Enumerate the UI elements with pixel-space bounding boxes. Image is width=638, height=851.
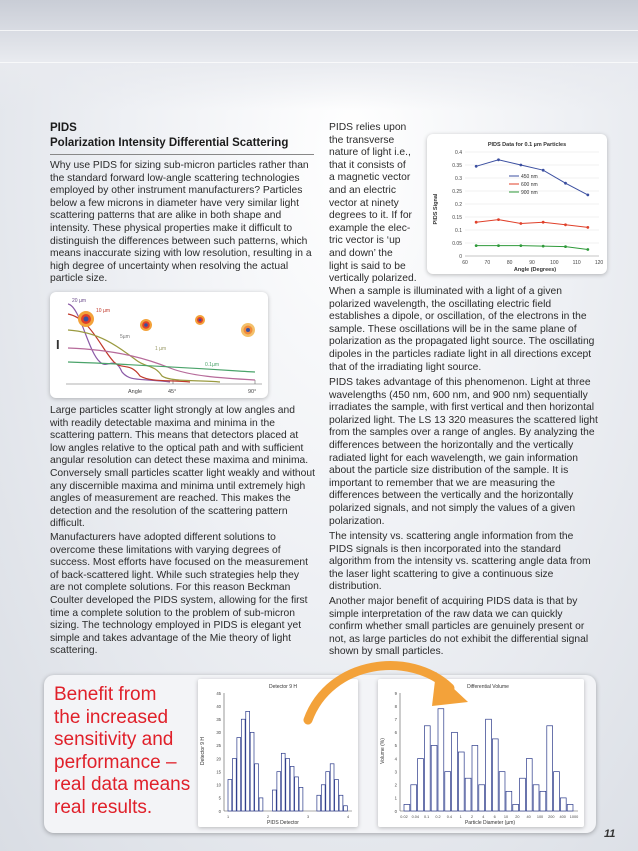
- y-tick-label: 40: [216, 703, 221, 709]
- x-tick-label: 0.2: [435, 815, 441, 819]
- heading-divider: [50, 154, 314, 155]
- histogram-bar: [299, 787, 303, 811]
- y-tick-label: 3: [394, 769, 397, 775]
- histogram-bar: [281, 753, 285, 811]
- tick-label-45: 45°: [168, 389, 177, 395]
- histogram-bar: [317, 795, 321, 811]
- wrap-line: that it consists of: [329, 159, 406, 171]
- x-tick-label: 4: [346, 815, 350, 819]
- histogram-bar: [506, 791, 512, 811]
- left-paragraph-1: Why use PIDS for sizing sub-micron particles rather than the standard forward low-angle scattering technologies employed by other instrument manufacturers? Particles below a few microns in diameter have very similar light scattering patterns that are alike in both shape and intensity. These physical properties make it difficult to distinguish the differences between such patterns, which means inaccurate sizing with low resolution, resulting in a high degree of uncertainty when resolving the actual particle size.: [50, 160, 312, 285]
- y-tick-label: 1: [394, 795, 397, 801]
- section-title: PIDS: [50, 122, 77, 134]
- histogram-bar: [228, 780, 232, 811]
- x-tick-label: 1: [226, 815, 230, 819]
- benefit-line: the increased: [54, 706, 169, 728]
- scattering-pattern-figure: [50, 292, 268, 398]
- y-tick-label: 15: [216, 769, 221, 775]
- wrap-line: degrees to it. If for: [329, 210, 412, 222]
- header-band: [0, 0, 638, 110]
- data-point: [586, 194, 589, 197]
- label-1um: 1 µm: [155, 346, 167, 352]
- y-tick-label: 0.1: [455, 228, 462, 234]
- data-point: [586, 248, 589, 251]
- histogram-bar: [344, 806, 348, 811]
- data-point: [542, 221, 545, 224]
- histogram-bar: [458, 752, 464, 811]
- y-tick-label: 0.15: [452, 215, 462, 221]
- series-line: [476, 246, 588, 250]
- wrap-line: the transverse: [329, 134, 395, 146]
- chart-title: PIDS Data for 0.1 µm Particles: [487, 142, 567, 148]
- x-axis-label: PIDS Detector: [267, 820, 299, 826]
- histogram-bar: [445, 772, 451, 811]
- y-tick-label: 30: [216, 730, 221, 736]
- x-tick-label: 2: [266, 815, 270, 819]
- histogram-bar: [295, 777, 299, 811]
- histogram-bar: [520, 778, 526, 811]
- data-point: [564, 223, 567, 226]
- x-tick-label: 1: [459, 815, 462, 819]
- pids-line-chart: [427, 134, 607, 274]
- x-tick-label: 0.02: [400, 815, 408, 819]
- data-point: [497, 158, 500, 161]
- header-stripe: [0, 62, 638, 63]
- x-tick-label: 120: [594, 260, 604, 266]
- y-tick-label: 35: [216, 717, 221, 723]
- chart-title: Detector 9 H: [268, 684, 298, 690]
- histogram-bar: [255, 764, 259, 811]
- x-tick-label: 110: [572, 260, 581, 266]
- x-tick-label: 40: [526, 815, 531, 819]
- y-tick-label: 20: [216, 756, 221, 762]
- histogram-bar: [321, 785, 325, 811]
- x-tick-label: 100: [536, 815, 544, 819]
- histogram-bar: [513, 804, 519, 811]
- data-point: [586, 226, 589, 229]
- histogram-bar: [472, 745, 478, 811]
- data-point: [497, 218, 500, 221]
- y-axis-label: PIDS Signal: [433, 193, 439, 225]
- histogram-bar: [533, 785, 539, 811]
- histogram-bar: [259, 798, 263, 811]
- label-10um: 10 µm: [96, 308, 110, 314]
- x-tick-label: 6: [493, 815, 496, 819]
- right-paragraph-4: Another major benefit of acquiring PIDS data is that by simple interpretation of the raw data we can quickly confirm whether small particles are genuinely present or not, as large particles do not exhibit the differential signal shown by small particles.: [329, 596, 589, 658]
- y-axis-label: Volume (%): [380, 738, 386, 764]
- wrap-line: example the elec-: [329, 222, 411, 234]
- x-tick-label: 70: [484, 260, 491, 266]
- legend-label: 600 nm: [521, 182, 538, 188]
- y-tick-label: 0: [459, 254, 462, 260]
- y-tick-label: 10: [216, 782, 221, 788]
- wrap-line: and down’ the: [329, 247, 393, 259]
- y-tick-label: 2: [394, 782, 397, 788]
- histogram-bar: [479, 785, 485, 811]
- right-paragraph-1-wrap: [329, 122, 429, 286]
- histogram-bar: [526, 759, 532, 811]
- header-stripe: [0, 30, 638, 31]
- x-tick-label: 80: [506, 260, 513, 266]
- arrow-icon: [290, 650, 480, 730]
- wrap-line: tric vector is ‘up: [329, 235, 401, 247]
- histogram-bar: [554, 772, 560, 811]
- x-axis-label: Angle (Degrees): [513, 267, 557, 273]
- y-tick-label: 0.05: [452, 241, 462, 247]
- wrap-line: light is said to be: [329, 260, 406, 272]
- histogram-bar: [335, 780, 339, 811]
- x-tick-label: 2: [470, 815, 474, 819]
- data-point: [475, 221, 478, 224]
- histogram-bar: [339, 795, 343, 811]
- y-tick-label: 0.3: [455, 176, 462, 182]
- particle-20um-icon: [78, 311, 94, 327]
- y-tick-label: 25: [216, 743, 221, 749]
- intensity-axis-label: I: [56, 337, 60, 352]
- histogram-bar: [547, 726, 553, 811]
- histogram-bar: [286, 759, 290, 811]
- benefit-line: sensitivity and: [54, 729, 174, 750]
- histogram-bar: [241, 719, 245, 811]
- y-tick-label: 0.4: [455, 150, 462, 156]
- y-tick-label: 0.35: [452, 163, 462, 169]
- x-tick-label: 60: [462, 260, 468, 266]
- histogram-bar: [540, 791, 546, 811]
- particle-5um-icon: [195, 315, 205, 325]
- histogram-bar: [411, 785, 417, 811]
- histogram-bar: [486, 719, 492, 811]
- histogram-bar: [499, 772, 505, 811]
- x-tick-label: 90: [529, 260, 535, 266]
- benefit-callout: [54, 684, 194, 819]
- curve-0-1um: [68, 362, 255, 372]
- data-point: [475, 244, 478, 247]
- x-tick-label: 200: [548, 815, 555, 819]
- histogram-bar: [232, 759, 236, 811]
- data-point: [564, 182, 567, 185]
- histogram-bar: [424, 726, 430, 811]
- x-tick-label: 400: [559, 815, 566, 819]
- data-point: [519, 222, 522, 225]
- data-point: [564, 245, 567, 248]
- data-point: [497, 244, 500, 247]
- y-tick-label: 0.25: [452, 189, 462, 195]
- histogram-bar: [404, 804, 410, 811]
- benefit-line: Benefit from: [54, 684, 157, 705]
- data-point: [519, 244, 522, 247]
- x-tick-label: 10: [503, 815, 509, 819]
- y-tick-label: 0: [218, 808, 221, 814]
- y-tick-label: 0.2: [455, 202, 462, 208]
- legend-label: 900 nm: [521, 190, 538, 196]
- series-line: [476, 220, 588, 228]
- wrap-line: and an electric: [329, 184, 396, 196]
- data-point: [542, 245, 545, 248]
- histogram-bar: [250, 732, 254, 811]
- wrap-line: a magnetic vector: [329, 172, 411, 184]
- y-tick-label: 9: [394, 690, 397, 696]
- left-paragraph-3: Manufacturers have adopted different solutions to overcome these limitations with varying degrees of success. Most efforts have focused on the measurement of back-scattered light. While such strategies help they are not complete solutions. For this reason Beckman Coulter developed the PIDS system, allowing for the first time a complete solution to the problem of sub-micron sizing. The technology employed in PIDS is elegant yet simple and takes advantage of the Mie theory of light scattering.: [50, 532, 308, 657]
- particle-10um-icon: [140, 319, 152, 331]
- x-axis-label: Particle Diameter (µm): [464, 820, 516, 826]
- histogram-bar: [326, 772, 330, 811]
- right-paragraph-1-rest: When a sample is illuminated with a light of a given polarized wavelength, the oscillating electric field establishes a dipole, or oscillation, of the electrons in the sample. These oscillations will be in the same plane of polarization as the propagated light source. The oscillating dipoles in the particles radiate light in all directions except that of the irradiating light source.: [329, 286, 595, 373]
- benefit-line: performance –: [54, 751, 177, 773]
- wrap-line: nature of light i.e.,: [329, 147, 411, 159]
- x-tick-label: 0.1: [424, 815, 430, 819]
- y-tick-label: 0: [394, 808, 397, 814]
- chart-title: Differential Volume: [467, 684, 509, 690]
- data-point: [519, 164, 522, 167]
- label-0-1um: 0.1µm: [205, 362, 219, 368]
- y-tick-label: 7: [394, 717, 397, 723]
- label-20um: 20 µm: [72, 298, 86, 304]
- histogram-bar: [492, 739, 498, 811]
- legend-label: 450 nm: [521, 174, 538, 180]
- right-paragraph-2: PIDS takes advantage of this phenomenon. Light at three wavelengths (450 nm, 600 nm, and 900 nm) sequentially irradiates the sample, with first vertical and then horizontal polarized light. The LS 13 320 measures the scattered light from the samples over a range of angles. By analyzing the differences between the horizontally and the vertically radiated light for each wavelength, we gain information about the particle size distribution of the sample. It is important to remember that we are measuring the differences between the vertically and the horizontally polarized signals, and not simply the values of a given polarization.: [329, 377, 598, 527]
- right-paragraph-3: The intensity vs. scattering angle information from the PIDS signals is then incorporated into the standard algorithm from the intensity vs. scattering angle data from the laser light scattering to give a continuous size distribution.: [329, 531, 591, 593]
- section-subtitle: Polarization Intensity Differential Scattering: [50, 137, 289, 149]
- benefit-line: real results.: [54, 796, 153, 818]
- x-tick-label: 1000: [569, 815, 579, 819]
- histogram-bar: [418, 759, 424, 811]
- histogram-bar: [560, 798, 566, 811]
- y-tick-label: 5: [218, 795, 221, 801]
- histogram-bar: [330, 764, 334, 811]
- data-point: [475, 165, 478, 168]
- histogram-bar: [272, 790, 276, 811]
- y-axis-label: Detector 9 H: [200, 736, 206, 766]
- x-tick-label: 3: [306, 815, 310, 819]
- histogram-bar: [237, 738, 241, 811]
- histogram-bar: [431, 745, 437, 811]
- x-tick-label: 100: [550, 260, 559, 266]
- y-tick-label: 5: [394, 743, 397, 749]
- wrap-line: vertically polarized.: [329, 273, 417, 285]
- angle-label: Angle: [128, 389, 143, 395]
- y-tick-label: 8: [394, 703, 397, 709]
- particle-1um-icon: [241, 323, 255, 337]
- left-paragraph-2: Large particles scatter light strongly at low angles and with readily detectable maxima and minima in the scattering pattern. This means that detectors placed at low angles relative to the optical path and with sufficient angular resolution can detect these maxima and minima. Conversely small particles scatter light weakly and without any discernible maxima and minima until extremely high angles of measurement are reached. This makes the detection and the resolution of the scattering pattern difficult.: [50, 405, 315, 530]
- data-point: [542, 169, 545, 172]
- y-tick-label: 6: [394, 730, 397, 736]
- histogram-bar: [465, 778, 471, 811]
- x-tick-label: 4: [482, 815, 485, 819]
- tick-label-90: 90°: [248, 389, 257, 395]
- x-tick-label: 0.4: [446, 815, 452, 819]
- histogram-bar: [277, 772, 281, 811]
- x-tick-label: 0.04: [411, 815, 420, 819]
- x-tick-label: 20: [515, 815, 520, 819]
- wrap-line: vector at ninety: [329, 197, 399, 209]
- y-tick-label: 4: [394, 756, 397, 762]
- label-5um: 5µm: [120, 334, 130, 340]
- benefit-line: real data means: [54, 774, 191, 795]
- histogram-bar: [452, 732, 458, 811]
- wrap-line: PIDS relies upon: [329, 122, 407, 133]
- histogram-bar: [567, 804, 573, 811]
- page-number: 11: [604, 828, 616, 840]
- curve-5um: [68, 330, 220, 382]
- histogram-bar: [246, 711, 250, 811]
- histogram-bar: [290, 766, 294, 811]
- y-tick-label: 45: [216, 690, 221, 696]
